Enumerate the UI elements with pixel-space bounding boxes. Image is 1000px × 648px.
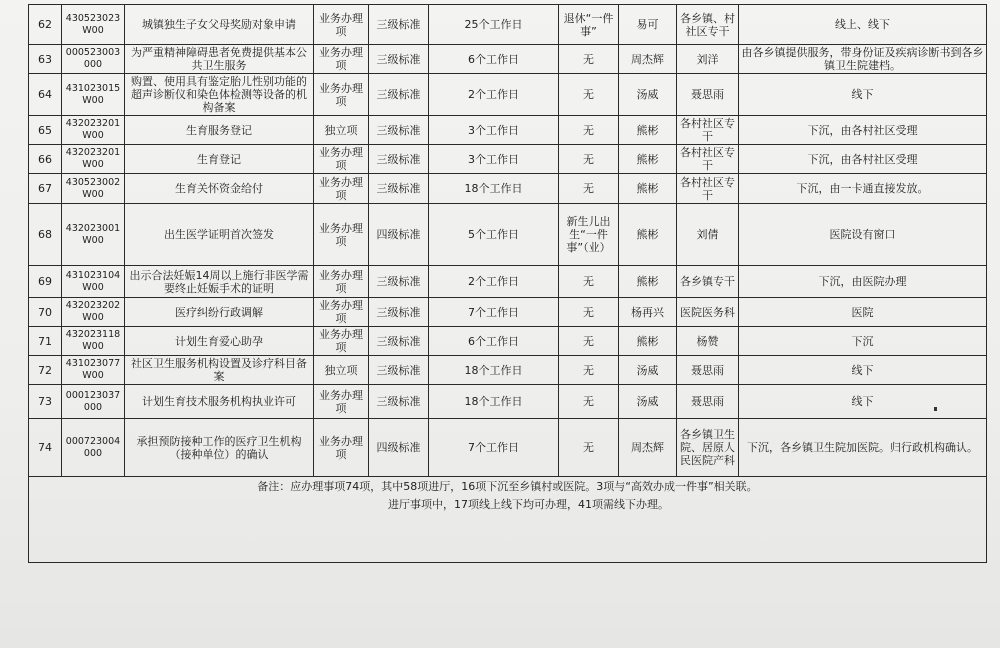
table-row <box>29 327 987 356</box>
cell-window: 聂思雨 <box>677 385 739 419</box>
table-row <box>29 145 987 174</box>
cell-resp: 熊彬 <box>619 204 677 266</box>
cell-remark: 下沉，由各村社区受理 <box>739 116 987 145</box>
note-cell <box>29 477 987 563</box>
cell-remark: 线下 <box>739 356 987 385</box>
cell-link: 无 <box>559 145 619 174</box>
cell-remark: 医院 <box>739 298 987 327</box>
cell-link: 无 <box>559 298 619 327</box>
cell-remark: 线下 <box>739 385 987 419</box>
table-row <box>29 204 987 266</box>
cell-remark: 下沉，由各村社区受理 <box>739 145 987 174</box>
note-line-1: 备注：应办理事项74项，其中58项进厅，16项下沉至乡镇村或医院。3项与“高效办成一件事”相关联。 <box>257 480 758 493</box>
cell-type: 业务办理项 <box>314 174 369 204</box>
cell-code: 432023118W00 <box>62 327 125 356</box>
table-row <box>29 419 987 477</box>
cell-days: 7个工作日 <box>429 298 559 327</box>
cell-std: 三级标准 <box>369 174 429 204</box>
cell-no: 69 <box>29 266 62 298</box>
cell-type: 业务办理项 <box>314 74 369 116</box>
cell-type: 独立项 <box>314 356 369 385</box>
cell-no: 67 <box>29 174 62 204</box>
cell-resp: 汤威 <box>619 74 677 116</box>
cell-no: 72 <box>29 356 62 385</box>
cell-type: 业务办理项 <box>314 327 369 356</box>
table-body <box>29 5 987 477</box>
cell-no: 68 <box>29 204 62 266</box>
cell-resp: 熊彬 <box>619 327 677 356</box>
cell-name: 承担预防接种工作的医疗卫生机构（接种单位）的确认 <box>125 419 314 477</box>
cell-no: 74 <box>29 419 62 477</box>
cell-no: 65 <box>29 116 62 145</box>
cell-link: 无 <box>559 327 619 356</box>
note-row <box>29 477 987 563</box>
cell-type: 业务办理项 <box>314 5 369 45</box>
cell-std: 三级标准 <box>369 385 429 419</box>
cell-window: 各村社区专干 <box>677 174 739 204</box>
cell-no: 63 <box>29 45 62 74</box>
cell-std: 三级标准 <box>369 266 429 298</box>
cell-name: 生育服务登记 <box>125 116 314 145</box>
note-line-2: 进厅事项中，17项线上线下均可办理，41项需线下办理。 <box>388 498 669 511</box>
cell-std: 四级标准 <box>369 204 429 266</box>
cell-code: 430523002W00 <box>62 174 125 204</box>
cell-std: 四级标准 <box>369 419 429 477</box>
cell-code: 431023104W00 <box>62 266 125 298</box>
cell-link: 无 <box>559 266 619 298</box>
cell-window: 杨赞 <box>677 327 739 356</box>
cell-name: 计划生育技术服务机构执业许可 <box>125 385 314 419</box>
cell-no: 70 <box>29 298 62 327</box>
cell-resp: 易可 <box>619 5 677 45</box>
ink-mark <box>934 407 937 411</box>
cell-days: 18个工作日 <box>429 356 559 385</box>
cell-std: 三级标准 <box>369 74 429 116</box>
cell-name: 计划生育爱心助孕 <box>125 327 314 356</box>
table-row <box>29 266 987 298</box>
cell-remark: 下沉，各乡镇卫生院加医院。归行政机构确认。 <box>739 419 987 477</box>
cell-link: 无 <box>559 385 619 419</box>
service-items-table <box>28 4 987 563</box>
cell-name: 为严重精神障碍患者免费提供基本公共卫生服务 <box>125 45 314 74</box>
cell-link: 无 <box>559 74 619 116</box>
cell-link: 新生儿出生“一件事”（业） <box>559 204 619 266</box>
cell-code: 431023077W00 <box>62 356 125 385</box>
cell-type: 业务办理项 <box>314 385 369 419</box>
cell-link: 无 <box>559 356 619 385</box>
table-row <box>29 5 987 45</box>
cell-name: 生育关怀资金给付 <box>125 174 314 204</box>
cell-no: 71 <box>29 327 62 356</box>
cell-days: 5个工作日 <box>429 204 559 266</box>
cell-code: 430523023W00 <box>62 5 125 45</box>
cell-code: 432023201W00 <box>62 145 125 174</box>
cell-type: 业务办理项 <box>314 204 369 266</box>
table-row <box>29 298 987 327</box>
cell-type: 业务办理项 <box>314 298 369 327</box>
cell-remark: 线上、线下 <box>739 5 987 45</box>
cell-link: 无 <box>559 45 619 74</box>
cell-resp: 汤威 <box>619 356 677 385</box>
cell-days: 6个工作日 <box>429 327 559 356</box>
cell-code: 000523003000 <box>62 45 125 74</box>
cell-no: 62 <box>29 5 62 45</box>
cell-link: 退休“一件事” <box>559 5 619 45</box>
cell-std: 三级标准 <box>369 145 429 174</box>
cell-name: 购置、使用具有鉴定胎儿性别功能的超声诊断仪和染色体检测等设备的机构备案 <box>125 74 314 116</box>
cell-type: 业务办理项 <box>314 145 369 174</box>
cell-name: 出生医学证明首次签发 <box>125 204 314 266</box>
cell-std: 三级标准 <box>369 116 429 145</box>
cell-name: 城镇独生子女父母奖励对象申请 <box>125 5 314 45</box>
table-row <box>29 385 987 419</box>
cell-no: 64 <box>29 74 62 116</box>
cell-remark: 下沉，由医院办理 <box>739 266 987 298</box>
cell-days: 6个工作日 <box>429 45 559 74</box>
cell-link: 无 <box>559 116 619 145</box>
cell-resp: 周杰辉 <box>619 45 677 74</box>
cell-days: 18个工作日 <box>429 174 559 204</box>
cell-window: 各村社区专干 <box>677 145 739 174</box>
cell-remark: 医院设有窗口 <box>739 204 987 266</box>
cell-remark: 线下 <box>739 74 987 116</box>
cell-resp: 熊彬 <box>619 116 677 145</box>
cell-name: 医疗纠纷行政调解 <box>125 298 314 327</box>
cell-code: 432023201W00 <box>62 116 125 145</box>
cell-window: 各乡镇专干 <box>677 266 739 298</box>
table-row <box>29 116 987 145</box>
cell-no: 66 <box>29 145 62 174</box>
cell-resp: 熊彬 <box>619 145 677 174</box>
cell-code: 432023202W00 <box>62 298 125 327</box>
cell-days: 2个工作日 <box>429 74 559 116</box>
cell-name: 社区卫生服务机构设置及诊疗科目备案 <box>125 356 314 385</box>
table-row <box>29 356 987 385</box>
cell-window: 各乡镇卫生院、居原人民医院产科 <box>677 419 739 477</box>
cell-days: 18个工作日 <box>429 385 559 419</box>
cell-window: 聂思雨 <box>677 356 739 385</box>
cell-remark: 下沉，由一卡通直接发放。 <box>739 174 987 204</box>
cell-link: 无 <box>559 174 619 204</box>
table-row <box>29 174 987 204</box>
cell-code: 000123037000 <box>62 385 125 419</box>
cell-std: 三级标准 <box>369 327 429 356</box>
cell-days: 25个工作日 <box>429 5 559 45</box>
cell-window: 各村社区专干 <box>677 116 739 145</box>
cell-window: 各乡镇、村社区专干 <box>677 5 739 45</box>
cell-type: 独立项 <box>314 116 369 145</box>
cell-days: 3个工作日 <box>429 145 559 174</box>
cell-code: 000723004000 <box>62 419 125 477</box>
cell-resp: 周杰辉 <box>619 419 677 477</box>
cell-type: 业务办理项 <box>314 266 369 298</box>
cell-resp: 熊彬 <box>619 174 677 204</box>
cell-link: 无 <box>559 419 619 477</box>
cell-resp: 熊彬 <box>619 266 677 298</box>
cell-std: 三级标准 <box>369 5 429 45</box>
cell-window: 刘倩 <box>677 204 739 266</box>
cell-window: 医院医务科 <box>677 298 739 327</box>
cell-std: 三级标准 <box>369 356 429 385</box>
cell-std: 三级标准 <box>369 298 429 327</box>
cell-name: 出示合法妊娠14周以上施行非医学需要终止妊娠手术的证明 <box>125 266 314 298</box>
cell-name: 生育登记 <box>125 145 314 174</box>
table-row <box>29 74 987 116</box>
table-row <box>29 45 987 74</box>
cell-std: 三级标准 <box>369 45 429 74</box>
cell-no: 73 <box>29 385 62 419</box>
cell-resp: 汤威 <box>619 385 677 419</box>
cell-window: 聂思雨 <box>677 74 739 116</box>
cell-remark: 由各乡镇提供服务，带身份证及疾病诊断书到各乡镇卫生院建档。 <box>739 45 987 74</box>
cell-resp: 杨再兴 <box>619 298 677 327</box>
cell-days: 2个工作日 <box>429 266 559 298</box>
cell-remark: 下沉 <box>739 327 987 356</box>
cell-type: 业务办理项 <box>314 45 369 74</box>
cell-days: 3个工作日 <box>429 116 559 145</box>
cell-code: 432023001W00 <box>62 204 125 266</box>
cell-days: 7个工作日 <box>429 419 559 477</box>
cell-code: 431023015W00 <box>62 74 125 116</box>
cell-type: 业务办理项 <box>314 419 369 477</box>
cell-window: 刘洋 <box>677 45 739 74</box>
